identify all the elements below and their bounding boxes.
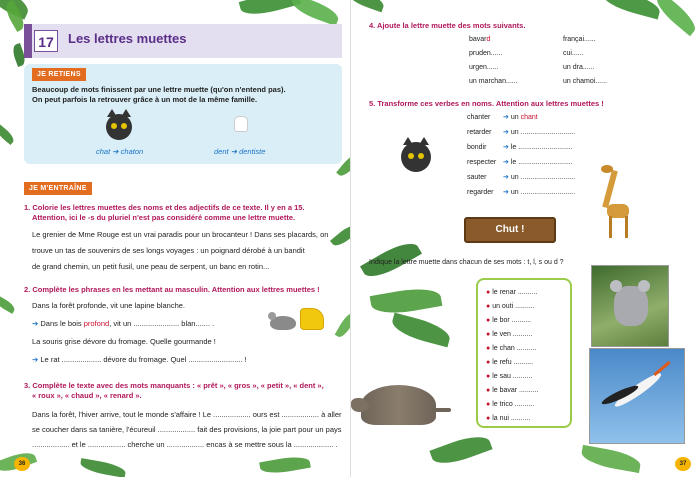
lesson-title: Les lettres muettes [68, 31, 187, 46]
ex4-word-5[interactable]: françai...... [563, 36, 596, 43]
cat-icon-right [401, 142, 431, 172]
ex4-word-1[interactable]: bavard [469, 36, 491, 43]
lesson-number: 17 [34, 30, 58, 52]
ex4-word-8[interactable]: un chamoi...... [563, 78, 607, 85]
muette-instruction: Indique la lettre muette dans chacun de ses mots : t, l, s ou d ? [369, 259, 564, 266]
exercise-1-instruction-2: Attention, ici le -s du pluriel n'est pas considéré comme une lettre muette. [32, 213, 296, 222]
exercise-3-line-2[interactable]: se coucher dans sa tanière, l'écureuil .................. fait des provisions, la joie part pour un pays [32, 425, 342, 434]
ex4-word-4[interactable]: un marchan...... [469, 78, 518, 85]
cat-icon [106, 114, 132, 140]
right-page: 4. Ajoute la lettre muette des mots suivants. bavard pruden...... urgen...... un marchan...... françai...... cui...... un dra...... un chamoi...... 5. Transforme ces verbes en noms. Attention aux lettres muettes ! chanter ➔ un chant retarder ➔ un ............................ bondir ➔ le ............................ respecter ➔ le ............................ sauter ➔ un ............................ regarder ➔ un ............................ Chut ! Indique la lettre muette dans chacun de ses mots : t, l, s ou d ? ● le renar .......... ● un outi .......... ● le bor .......... ● le ven .......... ● le chan .......... ● le refu .......... ● le sau .......... ● le bavar .......... ● le trico .......... ● la nui .......... 37 [350, 0, 700, 477]
muette-item-4[interactable]: ● le ven .......... [486, 331, 533, 338]
exercise-1-instruction-1: 1. Colorie les lettres muettes des noms et des adjectifs de ce texte. Il y en a 15. [24, 203, 305, 212]
muette-item-7[interactable]: ● le sau .......... [486, 373, 533, 380]
koala-photo [591, 265, 669, 347]
exercise-2-sentence-2: La souris grise dévore du fromage. Quelle gourmande ! [32, 337, 216, 346]
ex4-word-3[interactable]: urgen...... [469, 64, 499, 71]
muette-item-6[interactable]: ● le refu .......... [486, 359, 534, 366]
muette-list-box [476, 278, 572, 428]
verb-row-5[interactable]: sauter [467, 174, 487, 181]
exercise-1-line-3: de grand chemin, un petit fusil, une peau de serpent, un banc en rotin... [32, 262, 270, 271]
exercise-2-sentence-1: Dans la forêt profonde, vit une lapine blanche. [32, 301, 186, 310]
exercise-4-instruction: 4. Ajoute la lettre muette des mots suivants. [369, 21, 526, 30]
ex4-word-7[interactable]: un dra...... [563, 64, 595, 71]
example-chat: chat ➔ chaton [96, 147, 144, 156]
muette-item-10[interactable]: ● la nui .......... [486, 415, 531, 422]
verb-row-1[interactable]: chanter [467, 114, 491, 121]
exercise-3-line-3[interactable]: .................. et le .................. cherche un .................. encas à se mettre sous la ................... . [32, 440, 338, 449]
muette-item-3[interactable]: ● le bor .......... [486, 317, 532, 324]
muette-item-5[interactable]: ● le chan .......... [486, 345, 537, 352]
page-number-left: 36 [14, 457, 30, 471]
exercise-2-answer-1[interactable]: ➔ Dans le bois profond, vit un ...................... blan....... . [32, 319, 215, 328]
ex4-word-6[interactable]: cui...... [563, 50, 584, 57]
verb-row-4[interactable]: respecter [467, 159, 497, 166]
muette-item-8[interactable]: ● le bavar .......... [486, 387, 539, 394]
verb-row-2[interactable]: retarder [467, 129, 492, 136]
ex4-word-2[interactable]: pruden...... [469, 50, 503, 57]
retiens-text-2: On peut parfois la retrouver grâce à un mot de la même famille. [32, 95, 258, 104]
exercise-3-line-1[interactable]: Dans la forêt, l'hiver arrive, tout le monde s'affaire ! Le .................. ours est .................. à aller [32, 410, 342, 419]
verb-row-6[interactable]: regarder [467, 189, 494, 196]
exercise-2-instruction: 2. Complète les phrases en les mettant au masculin. Attention aux lettres muettes ! [24, 285, 320, 294]
exercise-3-instruction-2: « roux », « chaud », « renard ». [32, 391, 142, 400]
retiens-text-1: Beaucoup de mots finissent par une lettre muette (qu'on n'entend pas). [32, 85, 286, 94]
exercise-3-instruction-1: 3. Complète le texte avec des mots manquants : « prêt », « gros », « petit », « dent », [24, 381, 324, 390]
exercise-2-answer-2[interactable]: ➔ Le rat ................... dévore du fromage. Quel .......................... ! [32, 355, 247, 364]
stork-photo [589, 348, 685, 444]
example-dent: dent ➔ dentiste [214, 147, 266, 156]
muette-item-9[interactable]: ● le trico .......... [486, 401, 535, 408]
lesson-header [24, 24, 342, 58]
exercise-1-line-2: trouve un tas de souvenirs de ses longs voyages : un poignard dérobé à un bandit [32, 246, 305, 255]
tooth-icon [234, 116, 248, 132]
muette-item-1[interactable]: ● le renar .......... [486, 289, 538, 296]
chut-sign: Chut ! [464, 217, 556, 243]
je-retiens-tag: JE RETIENS [32, 68, 86, 81]
je-retiens-box [24, 64, 342, 164]
muette-item-2[interactable]: ● un outi .......... [486, 303, 535, 310]
page-number-right: 37 [675, 457, 691, 471]
exercise-5-instruction: 5. Transforme ces verbes en noms. Attention aux lettres muettes ! [369, 99, 604, 108]
verb-row-3[interactable]: bondir [467, 144, 487, 151]
exercise-1-line-1: Le grenier de Mme Rouge est un vrai paradis pour un brocanteur ! Dans ses placards, on [32, 230, 329, 239]
je-mentraine-tag: JE M'ENTRAÎNE [24, 182, 92, 195]
